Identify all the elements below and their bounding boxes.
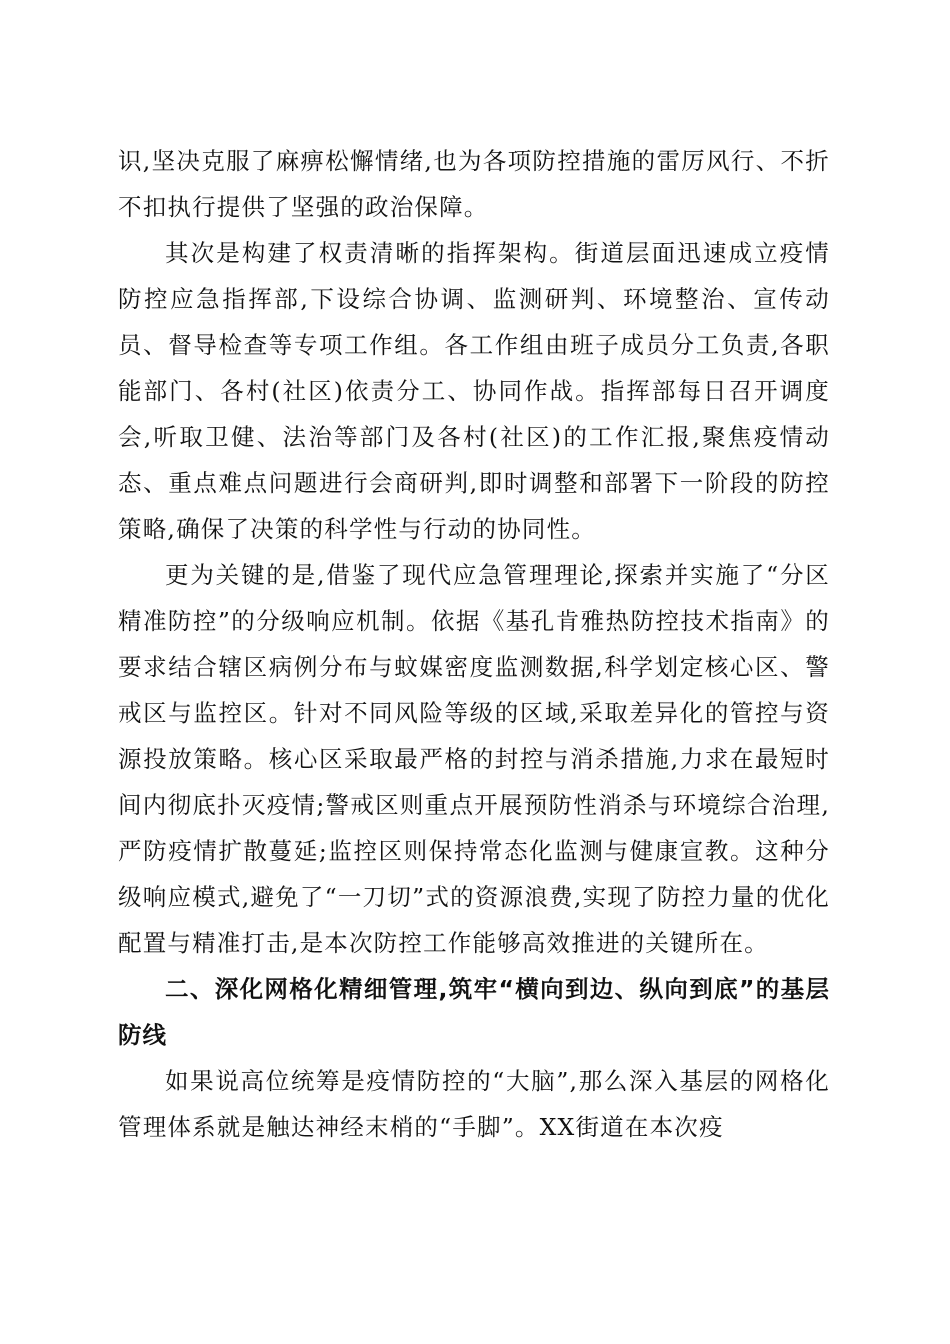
- section-heading: 二、深化网格化精细管理,筑牢“横向到边、纵向到底”的基层防线: [118, 975, 830, 1049]
- paragraph-zoned-response: 更为关键的是,借鉴了现代应急管理理论,探索并实施了“分区精准防控”的分级响应机制。依据《基孔肯雅热防控技术指南》的要求结合辖区病例分布与蚊媒密度监测数据,科学划定核心区、警戒区与监控区。针对不同风险等级的区域,采取差异化的管控与资源投放策略。核心区采取最严格的封控与消杀措施,力求在最短时间内彻底扑灭疫情;警戒区则重点开展预防性消杀与环境综合治理,严防疫情扩散蔓延;监控区则保持常态化监测与健康宣教。这种分级响应模式,避免了“一刀切”式的资源浪费,实现了防控力量的优化配置与精准打击,是本次防控工作能够高效推进的关键所在。: [118, 561, 830, 957]
- paragraph-continuation: 识,坚决克服了麻痹松懈情绪,也为各项防控措施的雷厉风行、不折不扣执行提供了坚强的政治保障。: [118, 147, 830, 221]
- paragraph-command-structure: 其次是构建了权责清晰的指挥架构。街道层面迅速成立疫情防控应急指挥部,下设综合协调、监测研判、环境整治、宣传动员、督导检查等专项工作组。各工作组由班子成员分工负责,各职能部门、各村(社区)依责分工、协同作战。指挥部每日召开调度会,听取卫健、法治等部门及各村(社区)的工作汇报,聚焦疫情动态、重点难点问题进行会商研判,即时调整和部署下一阶段的防控策略,确保了决策的科学性与行动的协同性。: [118, 239, 830, 543]
- paragraph-grid-management: 如果说高位统筹是疫情防控的“大脑”,那么深入基层的网格化管理体系就是触达神经末梢的“手脚”。XX街道在本次疫: [118, 1067, 830, 1141]
- document-body: [118, 138, 830, 1150]
